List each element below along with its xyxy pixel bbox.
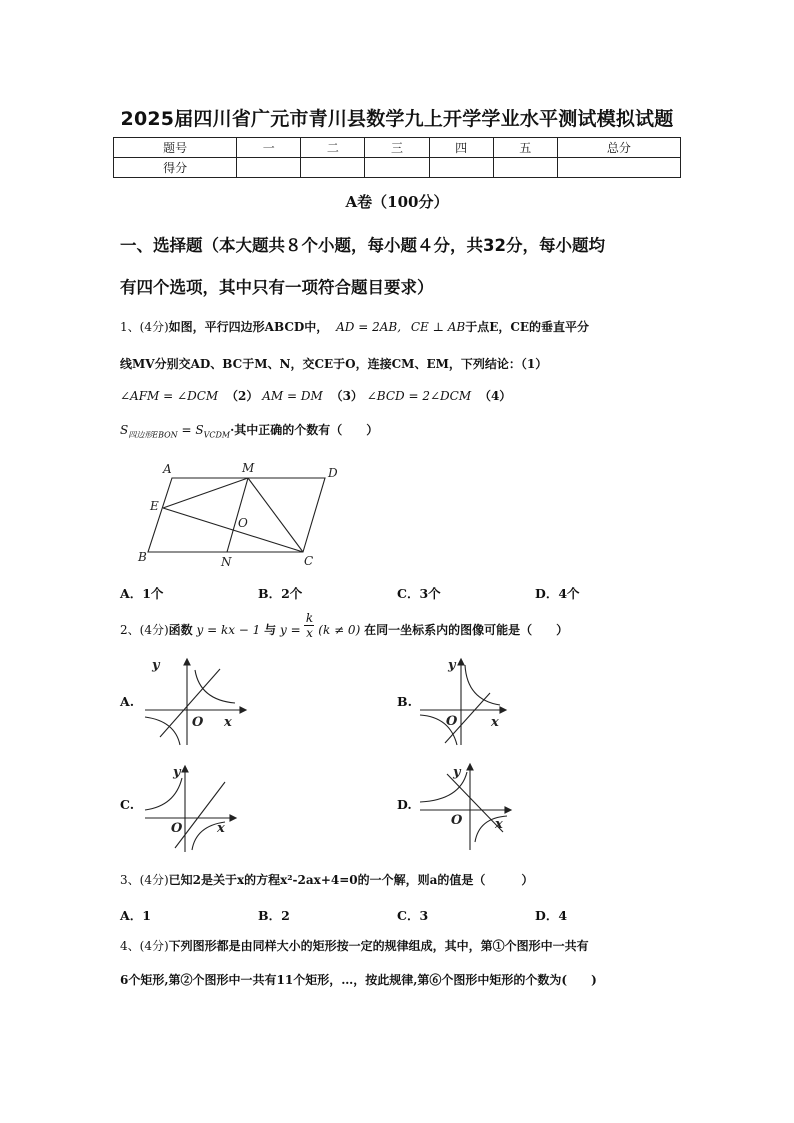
fig-label-m: M [242,461,255,475]
axis-o-label: O [192,715,204,730]
q2-math-y: y = [279,623,301,637]
q4-line2-text: 6个矩形,第②个图形中一共有11个矩形，…，按此规律,第⑥个图形中矩形的个数为( ) [120,973,597,987]
q4-prefix: 4、(4分) [120,939,169,953]
part1-heading-line2: 有四个选项，其中只有一项符合题目要求） [120,278,434,297]
q1-parallelogram-figure [130,455,350,575]
q1-sub1: 四边形EBON [128,430,178,440]
q1-math-am: AM = DM [262,389,323,403]
axis-x-label: x [495,817,503,832]
q2-prefix: 2、(4分) [120,623,169,637]
axis-x-label: x [491,715,499,730]
q2-graph-a[interactable] [140,655,250,750]
q1-math-ce: CE ⊥ AB [410,320,466,334]
q2-math-cond: (k ≠ 0) [318,623,361,637]
hyperbola-branch-2 [145,717,180,745]
q2-option-c-label[interactable]: C. [120,797,135,812]
axis-y-label: y [448,658,456,673]
q1-option-b[interactable]: B．2个 [258,586,303,601]
axis-y-label: y [152,658,160,673]
score-cell [237,158,301,178]
q1-math-eq: = S [177,423,204,437]
y-axis-arrow [467,764,473,770]
y-axis-arrow [182,766,188,772]
q1-item3: （3） [330,389,363,403]
fig-label-a: A [163,462,172,476]
axis-o-label: O [446,714,458,729]
line-graph [175,782,225,848]
x-axis-arrow [500,707,506,713]
q1-line3 [120,387,511,404]
score-table-header-cell: 三 [365,138,429,158]
fig-label-b: B [138,550,147,564]
exam-title: 2025届四川省广元市青川县数学九上开学学业水平测试模拟试题 [120,108,674,130]
q4-line2 [120,971,597,988]
q1-math-angle2: ∠BCD = 2∠DCM [366,389,472,403]
q2-text2: 与 [264,623,277,637]
y-axis-arrow [184,659,190,665]
q2-fraction-den: x [306,626,313,640]
x-axis-arrow [240,707,246,713]
fig-label-c: C [304,554,314,568]
q2-text1: 函数 [168,623,193,637]
parallelogram-abcd [148,478,325,552]
score-table-header-cell: 二 [301,138,365,158]
q1-math-angle1: ∠AFM = ∠DCM [120,389,219,403]
fig-label-d: D [328,466,338,480]
q3-option-b[interactable]: B．2 [258,908,290,923]
score-table-header-cell: 总分 [557,138,680,158]
x-axis-arrow [505,807,511,813]
q2-graph-d[interactable] [415,760,525,855]
score-table-score-row [114,158,681,178]
q1-line1-text: 如图，平行四边形ABCD中， [168,320,329,334]
axis-x-label: x [224,715,232,730]
q1-line2-text: 线MV分别交AD、BC于M、N，交CE于O，连接CM、EM，下列结论：（1） [120,357,548,371]
axis-o-label: O [451,813,463,828]
fig-label-o: O [238,516,248,530]
score-cell [429,158,493,178]
q2-graph-c[interactable] [140,760,250,855]
line-em [163,478,248,508]
axis-y-label: y [453,765,461,780]
q1-math-ad: AD = 2AB, [336,320,402,334]
x-axis-arrow [230,815,236,821]
score-table-header-row [114,138,681,158]
q1-sub2: VCDM [203,430,231,440]
q1-item2: （2） [226,389,259,403]
q2-fraction-num: k [305,611,314,625]
q4-line1-text: 下列图形都是由同样大小的矩形按一定的规律组成，其中，第①个图形中一共有 [168,939,589,953]
q2-math-linear: y = kx − 1 [196,623,261,637]
axis-y-label: y [173,765,181,780]
fig-label-e: E [150,499,159,513]
q3-option-d[interactable]: D．4 [535,908,568,923]
y-axis-arrow [458,659,464,665]
q2-graph-b[interactable] [415,655,525,750]
score-table-row-label: 得分 [114,158,237,178]
q3-line1 [120,871,533,888]
q1-item4: （4） [478,389,512,403]
section-a-heading: A卷（100分） [345,193,449,211]
score-cell [493,158,557,178]
q1-line2 [120,355,547,372]
line-ec [163,508,303,552]
q1-line4 [120,421,378,440]
axis-x-label: x [217,821,225,836]
q3-text: 已知2是关于x的方程x²-2ax+4=0的一个解，则a的值是（ ） [168,873,534,887]
q1-line1-end: 于点E，CE的垂直平分 [465,320,590,334]
q2-option-a-label[interactable]: A. [120,694,135,709]
q2-line1 [120,612,568,648]
score-cell [365,158,429,178]
score-table [113,137,681,178]
q1-option-a[interactable]: A．1个 [120,586,164,601]
axis-o-label: O [171,821,183,836]
score-cell [557,158,680,178]
score-table-header-cell: 题号 [114,138,237,158]
q1-math-s1: S [120,423,129,437]
line-mc [248,478,303,552]
q3-option-c[interactable]: C．3 [397,908,429,923]
fig-label-n: N [221,555,232,569]
q1-line4-text: ·其中正确的个数有（ ） [230,423,379,437]
q3-option-a[interactable]: A．1 [120,908,151,923]
q3-prefix: 3、(4分) [120,873,169,887]
part1-heading-line1: 一、选择题（本大题共８个小题，每小题４分，共32分，每小题均 [120,236,605,255]
q1-line1 [120,318,589,335]
q2-option-d-label[interactable]: D. [397,797,412,812]
q2-option-b-label[interactable]: B. [397,694,412,709]
q2-text3: 在同一坐标系内的图像可能是（ ） [364,623,569,637]
q1-option-c[interactable]: C．3个 [397,586,441,601]
q4-line1 [120,937,589,954]
score-table-header-cell: 五 [493,138,557,158]
q1-prefix: 1、(4分) [120,320,169,334]
line-mn [227,478,248,552]
q1-option-d[interactable]: D．4个 [535,586,580,601]
hyperbola-branch-1 [145,778,182,810]
score-table-header-cell: 四 [429,138,493,158]
hyperbola-branch-1 [465,665,500,705]
score-cell [301,158,365,178]
score-table-header-cell: 一 [237,138,301,158]
q2-fraction [304,612,314,640]
